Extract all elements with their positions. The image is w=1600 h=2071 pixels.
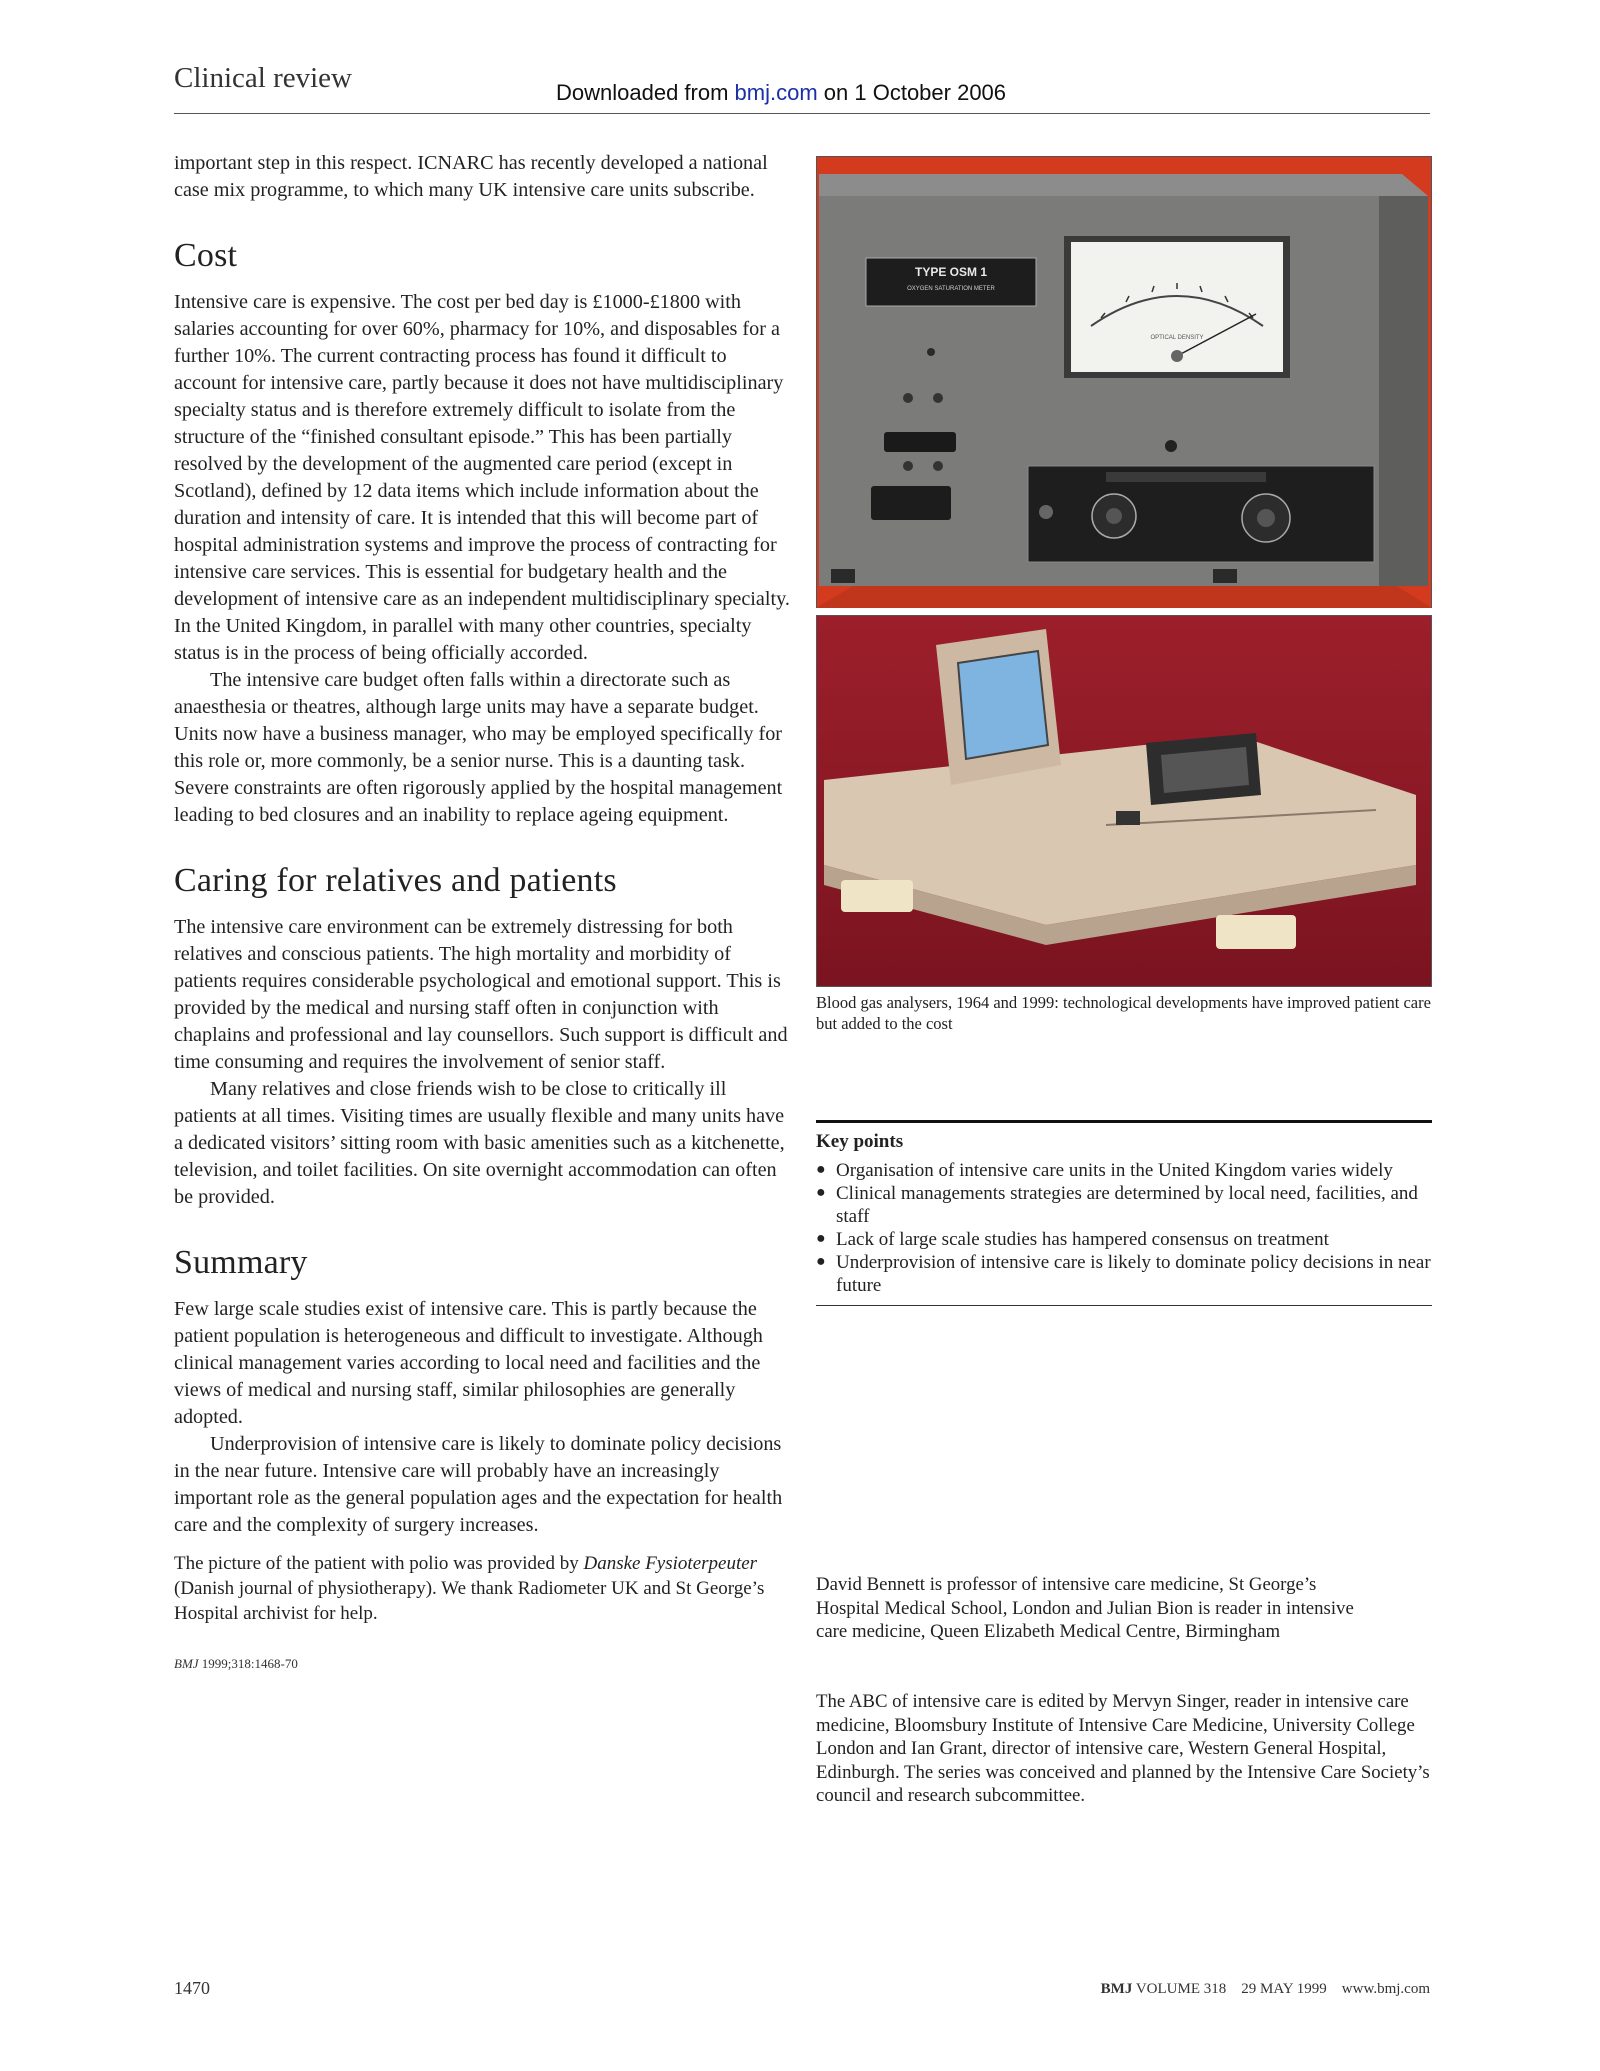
citation-journal: BMJ: [174, 1656, 199, 1671]
caring-paragraph-1: The intensive care environment can be extremely distressing for both relatives and conscious patients. The high mortality and morbidity of patients requires considerable psychological and emotional support. This is provided by the medical and nursing staff often in conjunction with chaplains and professional and lay counsellors. Such support is difficult and time consuming and requires the involvement of senior staff.: [174, 916, 788, 1073]
caring-paragraph-2: Many relatives and close friends wish to be close to critically ill patients at all times. Visiting times are usually flexible and many units have a dedicated visitors’ sitting room with basic amenities such as a kitchenette, television, and toilet facilities. On site overnight accommodation can often be provided.: [174, 1078, 785, 1208]
caring-heading: Caring for relatives and patients: [174, 862, 617, 899]
summary-paragraph-2: Underprovision of intensive care is likely to dominate policy decisions in the near future. Intensive care will probably have an increasingly important role as the general population ages and the expectation for health care and the complexity of surgery increases.: [174, 1433, 783, 1536]
left-column: [174, 150, 790, 1672]
dial-label: OPTICAL DENSITY: [1150, 335, 1204, 341]
figure-caption: Blood gas analysers, 1964 and 1999: technological developments have improved patient care but added to the cost: [816, 993, 1431, 1033]
key-point-item: ● Clinical managements strategies are determined by local need, facilities, and staff: [816, 1183, 1418, 1227]
key-points-title: Key points: [816, 1131, 904, 1152]
download-note: [556, 80, 1006, 106]
key-point-item: ● Organisation of intensive care units in the United Kingdom varies widely: [816, 1160, 1393, 1181]
ack-source: Danske Fysioterpeuter: [583, 1553, 758, 1574]
ack-suffix: (Danish journal of physiotherapy). We thank Radiometer UK and St George’s Hospital archivist for help.: [174, 1578, 765, 1624]
cost-paragraph-2: The intensive care budget often falls within a directorate such as anaesthesia or theatres, although large units may have a separate budget. Units now have a business manager, who may be employed specifically for this role or, more commonly, be a senior nurse. This is a daunting task. Severe constraints are often rigorously applied by the hospital management leading to bed closures and an inability to replace ageing equipment.: [174, 669, 783, 826]
photo-blood-gas-analyser-1999: [816, 615, 1432, 987]
key-points-list: [816, 1159, 1432, 1297]
bullet-icon: ●: [816, 1161, 826, 1178]
acknowledgement: [174, 1551, 790, 1626]
bullet-icon: ●: [816, 1184, 826, 1201]
cost-heading: Cost: [174, 237, 238, 274]
citation: [174, 1656, 790, 1672]
intro-paragraph: important step in this respect. ICNARC has recently developed a national case mix programme, to which many UK intensive care units subscribe.: [174, 152, 768, 201]
device-label: TYPE OSM 1: [914, 265, 988, 279]
key-points-bottom-rule: [816, 1305, 1432, 1306]
footer-issue: VOLUME 318 29 MAY 1999 www.bmj.com: [1135, 1981, 1430, 1997]
page-number: 1470: [174, 1978, 210, 1998]
section-label: Clinical review: [174, 62, 352, 94]
device-sublabel: OXYGEN SATURATION METER: [907, 286, 995, 292]
key-points-box: [816, 1120, 1432, 1306]
journal-footer: [1101, 1981, 1430, 1998]
download-suffix: on 1 October 2006: [817, 80, 1007, 105]
bullet-icon: ●: [816, 1253, 826, 1270]
photo-oxygen-meter-1964: [816, 156, 1432, 608]
summary-paragraph-1: Few large scale studies exist of intensive care. This is partly because the patient population is heterogeneous and difficult to investigate. Although clinical management varies according to local need and facilities and the views of medical and nursing staff, similar philosophies are generally adopted.: [174, 1298, 763, 1428]
bullet-icon: ●: [816, 1230, 826, 1247]
header-rule: [174, 113, 1430, 114]
footer-journal: BMJ: [1100, 1981, 1133, 1997]
citation-reference: 1999;318:1468-70: [198, 1656, 298, 1671]
ack-prefix: The picture of the patient with polio was provided by: [174, 1553, 584, 1574]
cost-paragraph-1: Intensive care is expensive. The cost per bed day is £1000-£1800 with salaries accounting for over 60%, pharmacy for 10%, and disposables for a further 10%. The current contracting process has found it difficult to account for intensive care, partly because it does not have multidisciplinary specialty status and is therefore extremely difficult to isolate from the structure of the “finished consultant episode.” This has been partially resolved by the development of the augmented care period (except in Scotland), defined by 12 data items which include information about the duration and intensity of care. It is intended that this will become part of hospital administration systems and improve the process of contracting for intensive care services. This is essential for budgetary health and the development of intensive care as an independent multidisciplinary specialty. In the United Kingdom, in parallel with many other countries, specialty status is in the process of being officially accorded.: [174, 291, 790, 664]
summary-heading: Summary: [174, 1244, 308, 1281]
download-link[interactable]: bmj.com: [734, 80, 818, 105]
key-point-item: ● Lack of large scale studies has hampered consensus on treatment: [816, 1229, 1329, 1250]
download-prefix: Downloaded from: [556, 80, 735, 105]
series-note: The ABC of intensive care is edited by Mervyn Singer, reader in intensive care medicine, Bloomsbury Institute of Intensive Care Medicine, University College London and Ian Grant, director of intensive care, Western General Hospital, Edinburgh. The series was conceived and planned by the Intensive Care Society’s council and research subcommittee.: [816, 1691, 1430, 1806]
author-note: David Bennett is professor of intensive care medicine, St George’s Hospital Medical School, London and Julian Bion is reader in intensive care medicine, Queen Elizabeth Medical Centre, Birmingham: [816, 1574, 1354, 1642]
key-point-item: ● Underprovision of intensive care is likely to dominate policy decisions in near future: [816, 1252, 1431, 1296]
key-points-top-rule: [816, 1120, 1432, 1123]
